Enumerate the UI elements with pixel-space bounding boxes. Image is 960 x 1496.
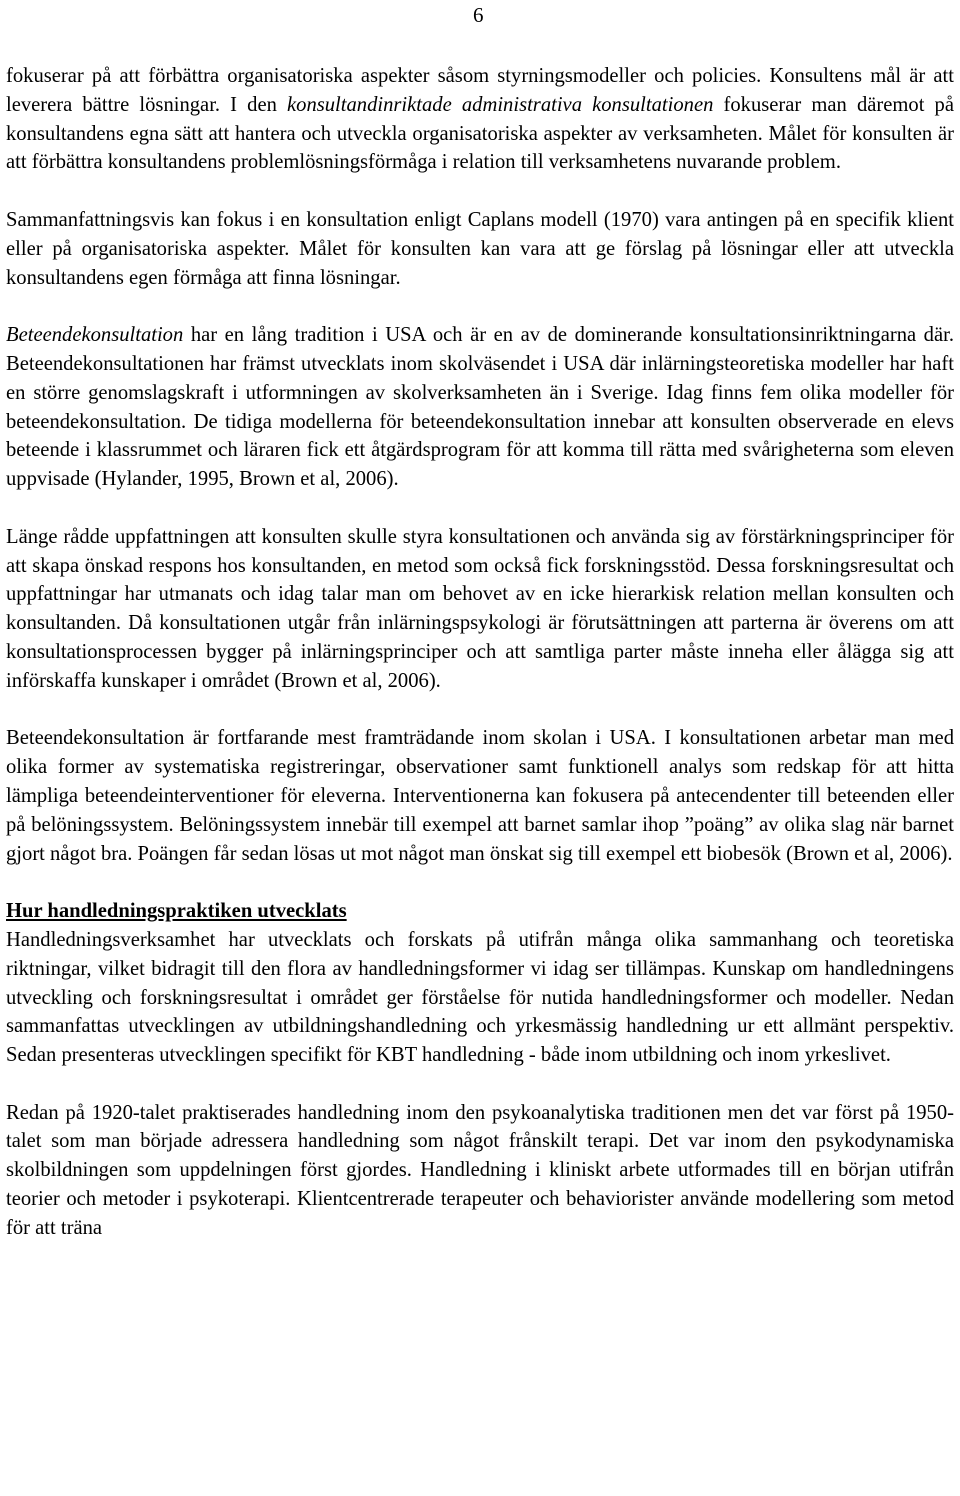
- term-beteendekonsultation: Beteendekonsultation: [6, 324, 184, 347]
- page-number: 6: [473, 3, 484, 27]
- body-text: [6, 62, 954, 1243]
- paragraph-4: Länge rådde uppfattningen att konsulten skulle styra konsultationen och använda sig av förstärkningsprinciper för att skapa önskad respons hos konsultanden, en metod som också fick forskningsstöd. Dessa forskningsresultat och uppfattningar har utmanats och idag talar man om behovet av en icke hierarkisk relation mellan konsulten och konsultanden. Då konsultationen utgår från inlärningspsykologi är förutsättningen att parterna är överens om att konsultationsprocessen bygger på inlärningsprinciper och att samtliga parter måste inneha eller ålägga sig att införskaffa kunskaper i området (Brown et al, 2006).: [6, 525, 954, 692]
- paragraph-6: Handledningsverksamhet har utvecklats och forskats på utifrån många olika sammanhang och teoretiska riktningar, vilket bidragit till den flora av handledningsformer vi idag ser tillämpas. Kunskap om handledningens utveckling och forskningsresultat i området ger förståelse för nutida handledningsformer och modeller. Nedan sammanfattas utvecklingen av utbildningshandledning och yrkesmässig handledning ur ett allmänt perspektiv. Sedan presenteras utvecklingen specifikt för KBT handledning - både inom utbildning och inom yrkeslivet.: [6, 928, 954, 1067]
- paragraph-5: Beteendekonsultation är fortfarande mest framträdande inom skolan i USA. I konsultationen arbetar man med olika former av systematiska registreringar, observationer samt funktionell analys som redskap för att hitta lämpliga beteendeinterventioner för eleverna. Interventionerna kan fokusera på antecendenter till beteenden eller på belöningssystem. Belöningssystem innebär till exempel att barnet samlar ihop ”poäng” av olika slag när barnet gjort något bra. Poängen får sedan lösas ut mot något man önskat sig till exempel ett biobesök (Brown et al, 2006).: [6, 727, 954, 865]
- paragraph-3: Beteendekonsultation har en lång tradition i USA och är en av de dominerande konsultationsinriktningarna där. Beteendekonsultationen har främst utvecklats inom skolväsendet i USA där inlärningsteoretiska modeller har haft en större genomslagskraft i utformningen av skolverksamheten än i Sverige. Idag finns fem olika modeller för beteendekonsultation. De tidiga modellerna för beteendekonsultation innebar att konsulten observerade en elevs beteende i klassrummet och läraren fick ett åtgärdsprogram för att komma till rätta med svårigheterna som eleven uppvisade (Hylander, 1995, Brown et al, 2006).: [6, 324, 954, 491]
- paragraph-1: fokuserar på att förbättra organisatoriska aspekter såsom styrningsmodeller och policies. Konsultens mål är att leverera bättre lösningar. I den konsultandinriktade administrativa konsultationen fokuserar man däremot på konsultandens egna sätt att hantera och utveckla organisatoriska aspekter av verksamheten. Målet för konsulten är att förbättra konsultandens problemlösningsförmåga i relation till verksamhetens nuvarande problem.: [6, 65, 954, 174]
- term-konsultandinriktade: konsultandinriktade administrativa konsultationen: [287, 93, 714, 116]
- section-heading: Hur handledningspraktiken utvecklats: [6, 900, 347, 923]
- paragraph-7: Redan på 1920-talet praktiserades handledning inom den psykoanalytiska traditionen men det var först på 1950-talet som man började adressera handledning som något frånskilt terapi. Det var inom den psykodynamiska skolbildningen som uppdelningen först gjordes. Handledning i kliniskt arbete utformades till en början utifrån teorier och metoder i psykoterapi. Klientcentrerade terapeuter och behaviorister använde modellering som metod för att träna: [6, 1101, 954, 1239]
- paragraph-2: Sammanfattningsvis kan fokus i en konsultation enligt Caplans modell (1970) vara antingen på en specifik klient eller på organisatoriska aspekter. Målet för konsulten kan vara att ge förslag på lösningar eller att utveckla konsultandens egen förmåga att finna lösningar.: [6, 208, 954, 289]
